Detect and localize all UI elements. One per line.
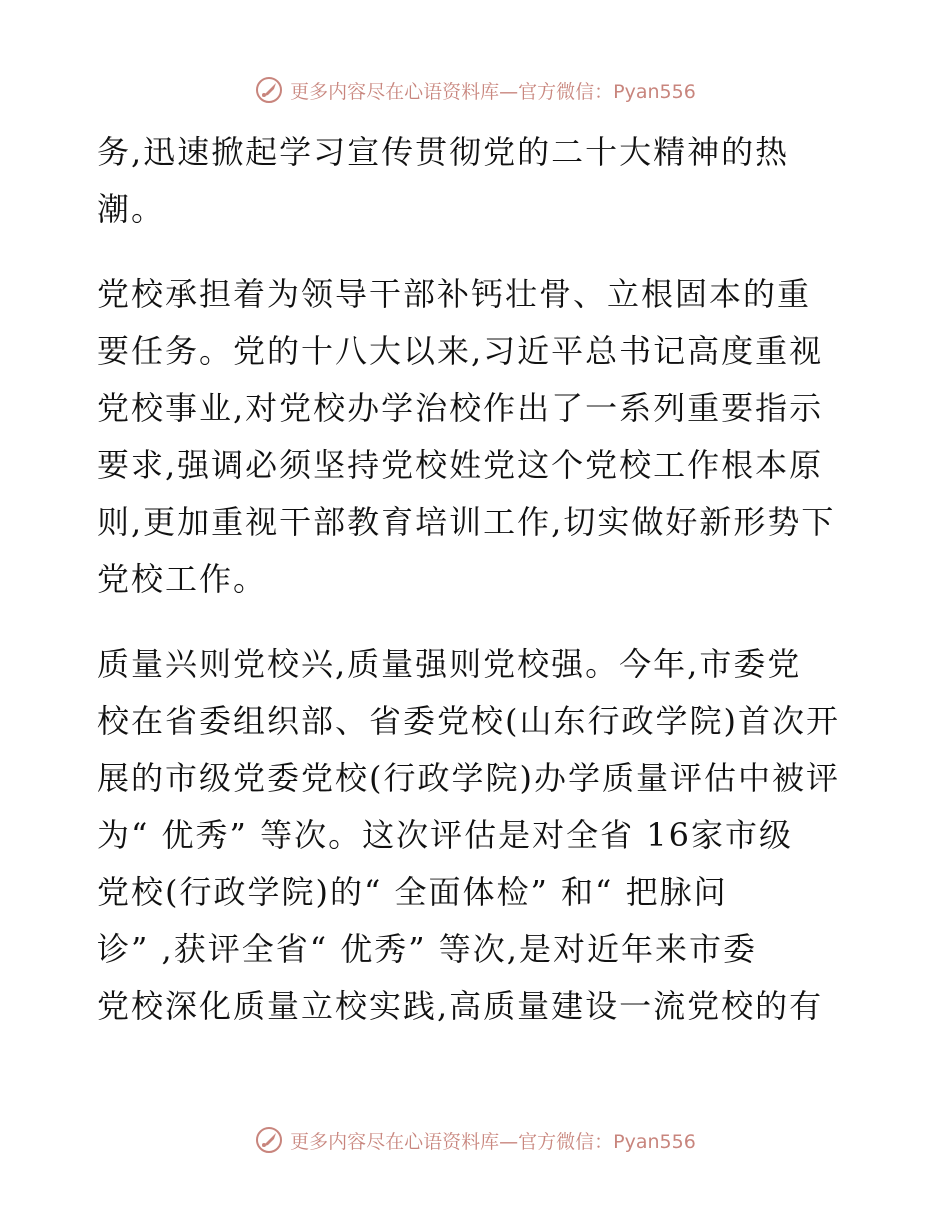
header-watermark bbox=[0, 72, 950, 108]
paragraph bbox=[97, 636, 857, 1035]
text-line: 潮。 bbox=[97, 190, 166, 228]
text-line: 务,迅速掀起学习宣传贯彻党的二十大精神的热 bbox=[97, 133, 790, 171]
text-line: 展的市级党委党校(行政学院)办学质量评估中被评 bbox=[97, 759, 840, 797]
text-line: 为“ 优秀” 等次。这次评估是对全省 16家市级 bbox=[97, 816, 793, 854]
text-line: 党校深化质量立校实践,高质量建设一流党校的有 bbox=[97, 987, 824, 1025]
text-line: 党校承担着为领导干部补钙壮骨、立根固本的重 bbox=[97, 275, 812, 313]
watermark-text: 更多内容尽在心语资料库—官方微信：Pyan556 bbox=[290, 80, 696, 103]
paragraph bbox=[97, 124, 857, 238]
text-line: 要求,强调必须坚持党校姓党这个党校工作根本原 bbox=[97, 446, 824, 484]
text-line: 诊” ,获评全省“ 优秀” 等次,是对近年来市委 bbox=[97, 930, 757, 968]
text-line: 则,更加重视干部教育培训工作,切实做好新形势下 bbox=[97, 503, 836, 541]
text-line: 党校事业,对党校办学治校作出了一系列重要指示 bbox=[97, 389, 824, 427]
quill-logo-icon bbox=[254, 1125, 284, 1155]
text-line: 党校(行政学院)的“ 全面体检” 和“ 把脉问 bbox=[97, 873, 728, 911]
text-line: 要任务。党的十八大以来,习近平总书记高度重视 bbox=[97, 332, 824, 370]
quill-logo-icon bbox=[254, 75, 284, 105]
watermark-text: 更多内容尽在心语资料库—官方微信：Pyan556 bbox=[290, 1130, 696, 1153]
document-body bbox=[97, 124, 857, 1035]
text-line: 校在省委组织部、省委党校(山东行政学院)首次开 bbox=[97, 702, 840, 740]
text-line: 质量兴则党校兴,质量强则党校强。今年,市委党 bbox=[97, 645, 802, 683]
text-line: 党校工作。 bbox=[97, 560, 268, 598]
paragraph bbox=[97, 266, 857, 608]
footer-watermark bbox=[0, 1122, 950, 1158]
